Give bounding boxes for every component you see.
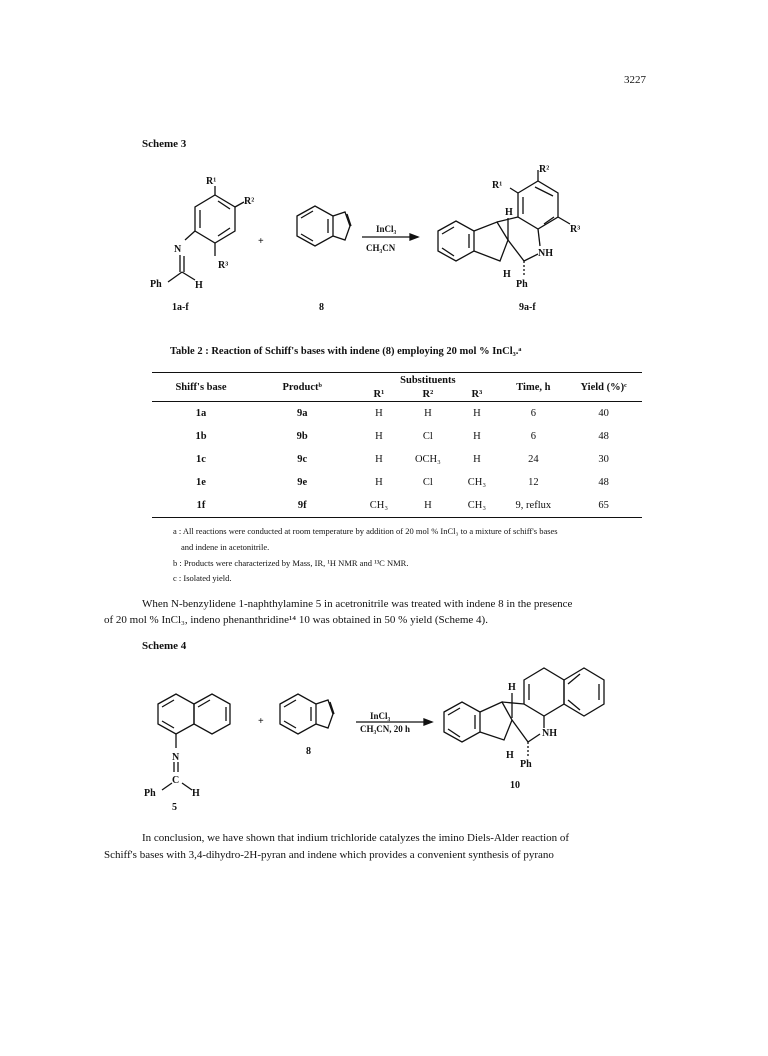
table-row: 1c 9c H OCH₃ H 24 30 <box>196 454 609 465</box>
atom-ph-5: Ph <box>144 788 156 799</box>
scheme3-figure <box>140 160 620 325</box>
scheme4-label: Scheme 4 <box>142 640 187 652</box>
atom-n-5: N <box>172 752 180 763</box>
compound-label-5: 5 <box>172 802 177 813</box>
compound-label-8-s4: 8 <box>306 746 311 757</box>
col-substituents: Substituents <box>400 374 456 386</box>
table-row: 1f 9f CH₃ H CH₃ 9, reflux 65 <box>152 494 642 518</box>
plus-sign-4: + <box>258 716 264 727</box>
atom-ph-left: Ph <box>150 279 162 290</box>
atom-ph-10: Ph <box>520 759 532 770</box>
atom-r3-left: R³ <box>218 260 229 271</box>
paragraph1-line1: When N-benzylidene 1-naphthylamine 5 in acetronitrile was treated with indene 8 in the presence <box>142 598 573 610</box>
compound-label-1a-f: 1a-f <box>172 302 189 313</box>
product10-ring-d <box>564 668 604 716</box>
atom-h-5: H <box>192 788 200 799</box>
footnote-a: a : All reactions were conducted at room temperature by addition of 20 mol % InCl₃ to a mixture of schiff's bases <box>173 526 558 536</box>
atom-nh-10: NH <box>542 728 557 739</box>
atom-n-left: N <box>174 244 182 255</box>
aryl-ring-left <box>195 195 235 243</box>
col-base: Shiff's base <box>175 381 227 393</box>
col-r3: R³ <box>471 388 483 400</box>
product10-ring-c <box>524 668 564 716</box>
atom-r2-product: R² <box>539 164 550 175</box>
footnote-a-cont: and indene in acetonitrile. <box>181 542 270 552</box>
compound-label-8: 8 <box>319 302 324 313</box>
page-number: 3227 <box>624 74 646 86</box>
results-table <box>152 372 642 518</box>
atom-r1-product: R¹ <box>492 180 503 191</box>
scheme4-figure <box>140 662 620 822</box>
compound-label-9a-f: 9a-f <box>519 302 536 313</box>
atom-r3-product: R³ <box>570 224 581 235</box>
reagent-ch3cn-4: CH₃CN, 20 h <box>360 724 410 734</box>
col-product: Productᵇ <box>282 381 322 393</box>
reagent-incl3-4: InCl₃ <box>370 711 391 721</box>
atom-r2-left: R² <box>244 196 255 207</box>
plus-sign: + <box>258 236 264 247</box>
atom-h-top-10: H <box>508 682 516 693</box>
table-title: Table 2 : Reaction of Schiff's bases with indene (8) employing 20 mol % InCl₃.ᵃ <box>170 346 522 357</box>
col-r1: R¹ <box>373 388 385 400</box>
atom-ph-product: Ph <box>516 279 528 290</box>
footnote-b: b : Products were characterized by Mass, IR, ¹H NMR and ¹³C NMR. <box>173 558 409 568</box>
table-row: 1b 9b H Cl H 6 48 <box>195 431 609 442</box>
paragraph2-line1: In conclusion, we have shown that indium trichloride catalyzes the imino Diels-Alder reaction of <box>142 832 570 844</box>
table-row: 1e 9e H Cl CH₃ 12 48 <box>196 477 609 488</box>
footnote-c: c : Isolated yield. <box>173 573 232 583</box>
reagent-ch3cn: CH₃CN <box>366 243 396 253</box>
table-row: 1a 9a H H H 6 40 <box>195 408 609 419</box>
atom-h-top: H <box>505 207 513 218</box>
naphthalene-ring-b <box>194 694 230 734</box>
col-time: Time, h <box>516 381 551 393</box>
scheme3-label: Scheme 3 <box>142 138 187 150</box>
atom-h-left: H <box>195 280 203 291</box>
paragraph2-line2: Schiff's bases with 3,4-dihydro-2H-pyran and indene which provides a convenient synthesis of pyrano <box>104 849 554 861</box>
atom-h-bottom: H <box>503 269 511 280</box>
reagent-incl3: InCl₃ <box>376 224 397 234</box>
compound-label-10: 10 <box>510 780 520 791</box>
paragraph1-line2: of 20 mol % InCl₃, indeno phenanthridine¹⁴ 10 was obtained in 50 % yield (Scheme 4). <box>104 614 488 626</box>
atom-r1-left: R¹ <box>206 176 217 187</box>
col-r2: R² <box>422 388 434 400</box>
atom-c-5: C <box>172 775 180 786</box>
atom-nh: NH <box>538 248 553 259</box>
atom-h-bottom-10: H <box>506 750 514 761</box>
naphthalene-ring-a <box>158 694 194 734</box>
col-yield: Yield (%)ᶜ <box>580 381 627 393</box>
